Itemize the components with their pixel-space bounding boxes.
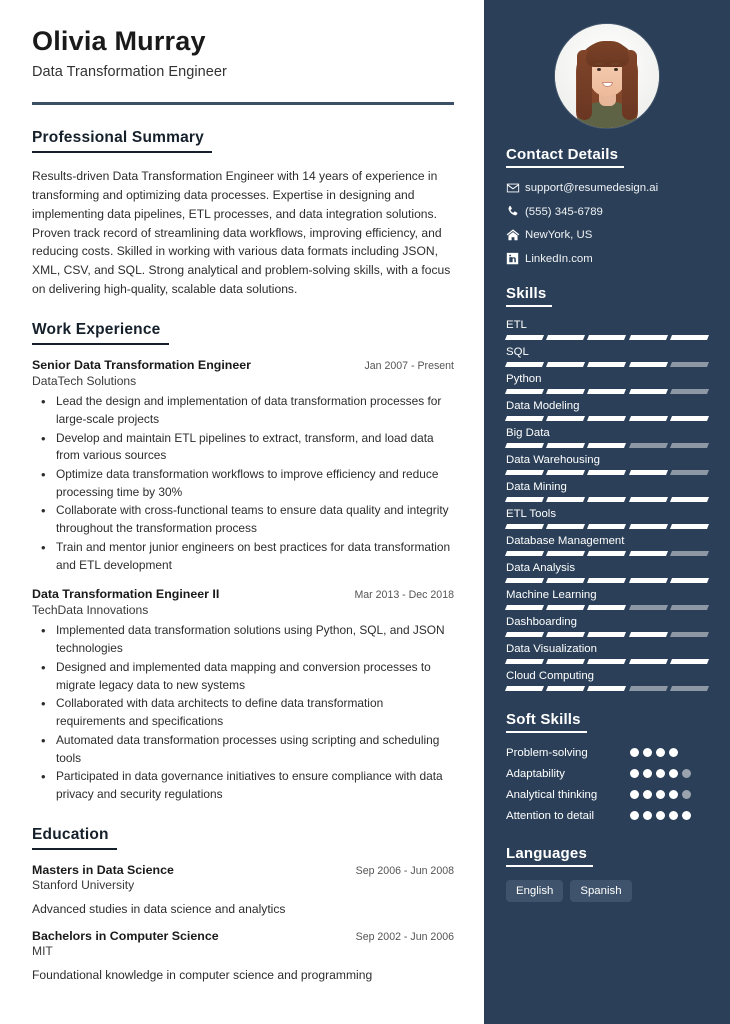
soft-skill-name: Adaptability <box>506 768 565 781</box>
section-skills <box>506 285 708 691</box>
list-item: • Collaborated with data architects to define data transformation requirements and specifications <box>54 695 454 730</box>
skills-list <box>506 319 708 691</box>
work-experience-item <box>32 358 454 574</box>
home-icon <box>506 228 525 242</box>
skill-segment <box>629 551 668 556</box>
avatar-eye-right <box>614 68 618 71</box>
section-soft-skills <box>506 711 708 825</box>
skill-segment <box>670 470 709 475</box>
section-heading-work-experience: Work Experience <box>32 321 169 345</box>
skill-segment <box>505 551 544 556</box>
skill-segment <box>629 362 668 367</box>
skill-segment <box>587 416 626 421</box>
skill-level-bar <box>506 470 708 475</box>
skill-segment <box>505 389 544 394</box>
skill-name: Data Analysis <box>506 562 576 574</box>
skill-segment <box>629 632 668 637</box>
rating-dot <box>682 790 691 799</box>
work-experience-role: Data Transformation Engineer II <box>32 587 220 602</box>
skill-segment <box>629 605 668 610</box>
skill-segment <box>546 605 585 610</box>
skill-segment <box>670 362 709 367</box>
rating-dot <box>682 769 691 778</box>
skill-row <box>506 535 708 556</box>
envelope-icon <box>506 181 525 195</box>
work-experience-bullets <box>32 622 454 803</box>
education-list <box>32 863 454 982</box>
skill-segment <box>670 632 709 637</box>
rating-dot <box>669 811 678 820</box>
skill-segment <box>505 362 544 367</box>
rating-dot <box>669 790 678 799</box>
skill-segment <box>505 335 544 340</box>
skill-segment <box>670 443 709 448</box>
avatar-brow-left <box>595 63 603 65</box>
linkedin-icon <box>506 252 525 265</box>
skill-segment <box>587 524 626 529</box>
skill-segment <box>670 659 709 664</box>
skill-segment <box>629 443 668 448</box>
skill-segment <box>505 470 544 475</box>
skill-name: ETL Tools <box>506 508 557 520</box>
sidebar <box>484 0 730 1024</box>
contact-value: LinkedIn.com <box>525 252 593 265</box>
education-school: MIT <box>32 943 53 958</box>
education-date: Sep 2002 - Jun 2006 <box>355 930 454 943</box>
skill-segment <box>546 524 585 529</box>
skill-segment <box>587 659 626 664</box>
education-degree: Bachelors in Computer Science <box>32 928 219 943</box>
list-item: • Collaborate with cross-functional teams to ensure data quality and integrity throughout the transformation process <box>54 502 454 537</box>
rating-dot <box>656 769 665 778</box>
contact-value: (555) 345-6789 <box>525 205 603 218</box>
skill-segment <box>546 470 585 475</box>
skill-segment <box>670 416 709 421</box>
rating-dot <box>643 769 652 778</box>
skill-segment <box>670 605 709 610</box>
rating-dot <box>682 811 691 820</box>
skill-level-bar <box>506 551 708 556</box>
skill-segment <box>505 686 544 691</box>
skill-segment <box>587 497 626 502</box>
skill-segment <box>670 335 709 340</box>
skill-row <box>506 427 708 448</box>
avatar <box>555 24 659 128</box>
skill-segment <box>670 389 709 394</box>
skill-segment <box>546 389 585 394</box>
skill-segment <box>546 362 585 367</box>
work-experience-date: Jan 2007 - Present <box>364 360 454 373</box>
rating-dot <box>643 790 652 799</box>
education-degree: Masters in Data Science <box>32 862 174 877</box>
education-description: Foundational knowledge in computer science and programming <box>32 967 373 982</box>
soft-skill-row <box>506 809 708 824</box>
section-heading-soft-skills: Soft Skills <box>506 711 587 733</box>
work-experience-company: DataTech Solutions <box>32 374 137 389</box>
skill-segment <box>587 605 626 610</box>
skill-segment <box>505 524 544 529</box>
skill-segment <box>546 686 585 691</box>
skill-name: Database Management <box>506 535 625 547</box>
rating-dot <box>669 748 678 757</box>
soft-skill-rating <box>630 809 708 820</box>
contact-row[interactable] <box>506 181 708 195</box>
skill-segment <box>629 389 668 394</box>
section-education <box>32 826 454 982</box>
contact-row[interactable] <box>506 228 708 242</box>
skill-segment <box>505 632 544 637</box>
skill-name: SQL <box>506 346 529 358</box>
list-item: • Participated in data governance initiatives to ensure compliance with data privacy and security regulations <box>54 768 454 803</box>
section-heading-languages: Languages <box>506 845 593 867</box>
summary-text: Results-driven Data Transformation Engineer with 14 years of experience in transforming and optimizing data processes. Expertise in designing and implementing data pipelines, ETL processes, and data integration solutions. Proven track record of streamlining data workflows, improving efficiency, and reducing costs. Skilled in working with various data formats including JSON, XML, CSV, and SQL. Strong analytical and problem-solving skills, with a focus on delivering high-quality, scalable data solutions. <box>32 169 451 297</box>
list-item: • Lead the design and implementation of data transformation processes for large-scale projects <box>54 393 454 428</box>
section-professional-summary <box>32 129 454 299</box>
skill-segment <box>587 551 626 556</box>
skill-segment <box>629 497 668 502</box>
skill-row <box>506 643 708 664</box>
skill-segment <box>670 686 709 691</box>
skill-row <box>506 400 708 421</box>
skill-segment <box>587 578 626 583</box>
skill-row <box>506 481 708 502</box>
language-tag[interactable]: English <box>506 880 563 902</box>
skill-segment <box>505 605 544 610</box>
skill-row <box>506 454 708 475</box>
skill-row <box>506 670 708 691</box>
rating-dot <box>656 790 665 799</box>
skill-name: ETL <box>506 319 527 331</box>
work-experience-date: Mar 2013 - Dec 2018 <box>354 589 454 602</box>
skill-level-bar <box>506 416 708 421</box>
skill-segment <box>587 686 626 691</box>
skill-segment <box>587 470 626 475</box>
list-item: • Designed and implemented data mapping and conversion processes to migrate legacy data to new systems <box>54 659 454 694</box>
rating-dot <box>643 748 652 757</box>
work-experience-item <box>32 587 454 803</box>
skill-segment <box>629 335 668 340</box>
skill-segment <box>505 443 544 448</box>
education-description: Advanced studies in data science and analytics <box>32 901 286 916</box>
soft-skill-name: Problem-solving <box>506 747 588 759</box>
section-languages <box>506 845 708 902</box>
skill-segment <box>629 524 668 529</box>
list-item: • Implemented data transformation solutions using Python, SQL, and JSON technologies <box>54 622 454 657</box>
avatar-wrapper <box>506 0 708 144</box>
skill-name: Data Mining <box>506 481 567 493</box>
work-experience-company: TechData Innovations <box>32 603 149 618</box>
skill-segment <box>670 551 709 556</box>
skill-segment <box>505 416 544 421</box>
skill-name: Python <box>506 373 542 385</box>
header-divider <box>32 102 454 105</box>
avatar-hair-front <box>586 41 629 67</box>
education-header <box>32 863 454 877</box>
skill-row <box>506 508 708 529</box>
work-experience-header <box>32 587 454 601</box>
skill-segment <box>546 497 585 502</box>
skill-segment <box>587 389 626 394</box>
skill-name: Data Visualization <box>506 643 597 655</box>
list-item: • Optimize data transformation workflows to improve efficiency and reduce processing time by 30% <box>54 466 454 501</box>
skill-level-bar <box>506 362 708 367</box>
skill-segment <box>587 632 626 637</box>
rating-dot <box>656 811 665 820</box>
rating-dot <box>643 811 652 820</box>
skill-segment <box>629 659 668 664</box>
section-heading-education: Education <box>32 826 117 850</box>
soft-skill-rating <box>630 788 708 799</box>
soft-skill-rating <box>630 746 708 757</box>
skill-segment <box>629 470 668 475</box>
work-experience-role: Senior Data Transformation Engineer <box>32 358 251 373</box>
job-title: Data Transformation Engineer <box>32 64 227 81</box>
language-tag[interactable]: Spanish <box>570 880 631 902</box>
list-item: • Train and mentor junior engineers on best practices for data transformation and ETL development <box>54 539 454 574</box>
contact-row[interactable] <box>506 205 708 218</box>
skill-segment <box>587 335 626 340</box>
skill-row <box>506 562 708 583</box>
skill-segment <box>587 443 626 448</box>
skill-level-bar <box>506 335 708 340</box>
skill-segment <box>505 659 544 664</box>
skill-segment <box>629 416 668 421</box>
skill-name: Machine Learning <box>506 589 597 601</box>
skill-segment <box>629 686 668 691</box>
avatar-brow-right <box>611 63 619 65</box>
soft-skills-list <box>506 746 708 825</box>
rating-dot <box>656 748 665 757</box>
education-date: Sep 2006 - Jun 2008 <box>355 864 454 877</box>
soft-skill-rating <box>630 767 708 778</box>
avatar-eye-left <box>597 68 601 71</box>
skill-segment <box>546 443 585 448</box>
skill-segment <box>546 335 585 340</box>
phone-icon <box>506 205 525 218</box>
skill-level-bar <box>506 686 708 691</box>
skill-name: Cloud Computing <box>506 670 595 682</box>
skill-segment <box>546 416 585 421</box>
rating-dot <box>669 769 678 778</box>
skill-level-bar <box>506 497 708 502</box>
skill-name: Data Warehousing <box>506 454 600 466</box>
skill-segment <box>670 524 709 529</box>
soft-skill-row <box>506 788 708 803</box>
list-item: • Automated data transformation processes using scripting and scheduling tools <box>54 732 454 767</box>
skill-level-bar <box>506 578 708 583</box>
skill-level-bar <box>506 524 708 529</box>
education-item <box>32 929 454 982</box>
rating-dot <box>630 748 639 757</box>
rating-dot <box>630 790 639 799</box>
skill-name: Dashboarding <box>506 616 577 628</box>
skill-level-bar <box>506 443 708 448</box>
skill-level-bar <box>506 605 708 610</box>
section-heading-professional-summary: Professional Summary <box>32 129 212 153</box>
skill-level-bar <box>506 632 708 637</box>
work-experience-header <box>32 358 454 372</box>
section-work-experience <box>32 321 454 804</box>
skill-segment <box>546 578 585 583</box>
header-block <box>32 26 454 105</box>
skill-row <box>506 319 708 340</box>
work-experience-bullets <box>32 393 454 574</box>
skill-segment <box>546 551 585 556</box>
skill-segment <box>587 362 626 367</box>
skill-name: Big Data <box>506 427 550 439</box>
list-item: • Develop and maintain ETL pipelines to extract, transform, and load data from various sources <box>54 430 454 465</box>
skill-segment <box>546 632 585 637</box>
page-title: Olivia Murray <box>32 26 206 56</box>
skill-segment <box>670 578 709 583</box>
skill-row <box>506 346 708 367</box>
skill-row <box>506 616 708 637</box>
skill-row <box>506 373 708 394</box>
education-header <box>32 929 454 943</box>
section-contact-details <box>506 146 708 265</box>
skill-segment <box>629 578 668 583</box>
education-item <box>32 863 454 916</box>
skill-segment <box>505 578 544 583</box>
rating-dot <box>630 769 639 778</box>
soft-skill-row <box>506 746 708 761</box>
rating-dot <box>630 811 639 820</box>
languages-list <box>506 880 708 902</box>
contact-list <box>506 181 708 265</box>
skill-row <box>506 589 708 610</box>
skill-level-bar <box>506 659 708 664</box>
section-heading-skills: Skills <box>506 285 552 307</box>
section-heading-contact-details: Contact Details <box>506 146 624 168</box>
work-experience-list <box>32 358 454 804</box>
soft-skill-row <box>506 767 708 782</box>
contact-value: NewYork, US <box>525 229 593 241</box>
skill-segment <box>546 659 585 664</box>
skill-level-bar <box>506 389 708 394</box>
contact-value: support@resumedesign.ai <box>525 182 659 194</box>
skill-segment <box>505 497 544 502</box>
soft-skill-name: Analytical thinking <box>506 789 598 802</box>
skill-segment <box>670 497 709 502</box>
soft-skill-name: Attention to detail <box>506 810 595 823</box>
contact-row[interactable] <box>506 252 708 265</box>
skill-name: Data Modeling <box>506 400 580 412</box>
education-school: Stanford University <box>32 877 135 892</box>
